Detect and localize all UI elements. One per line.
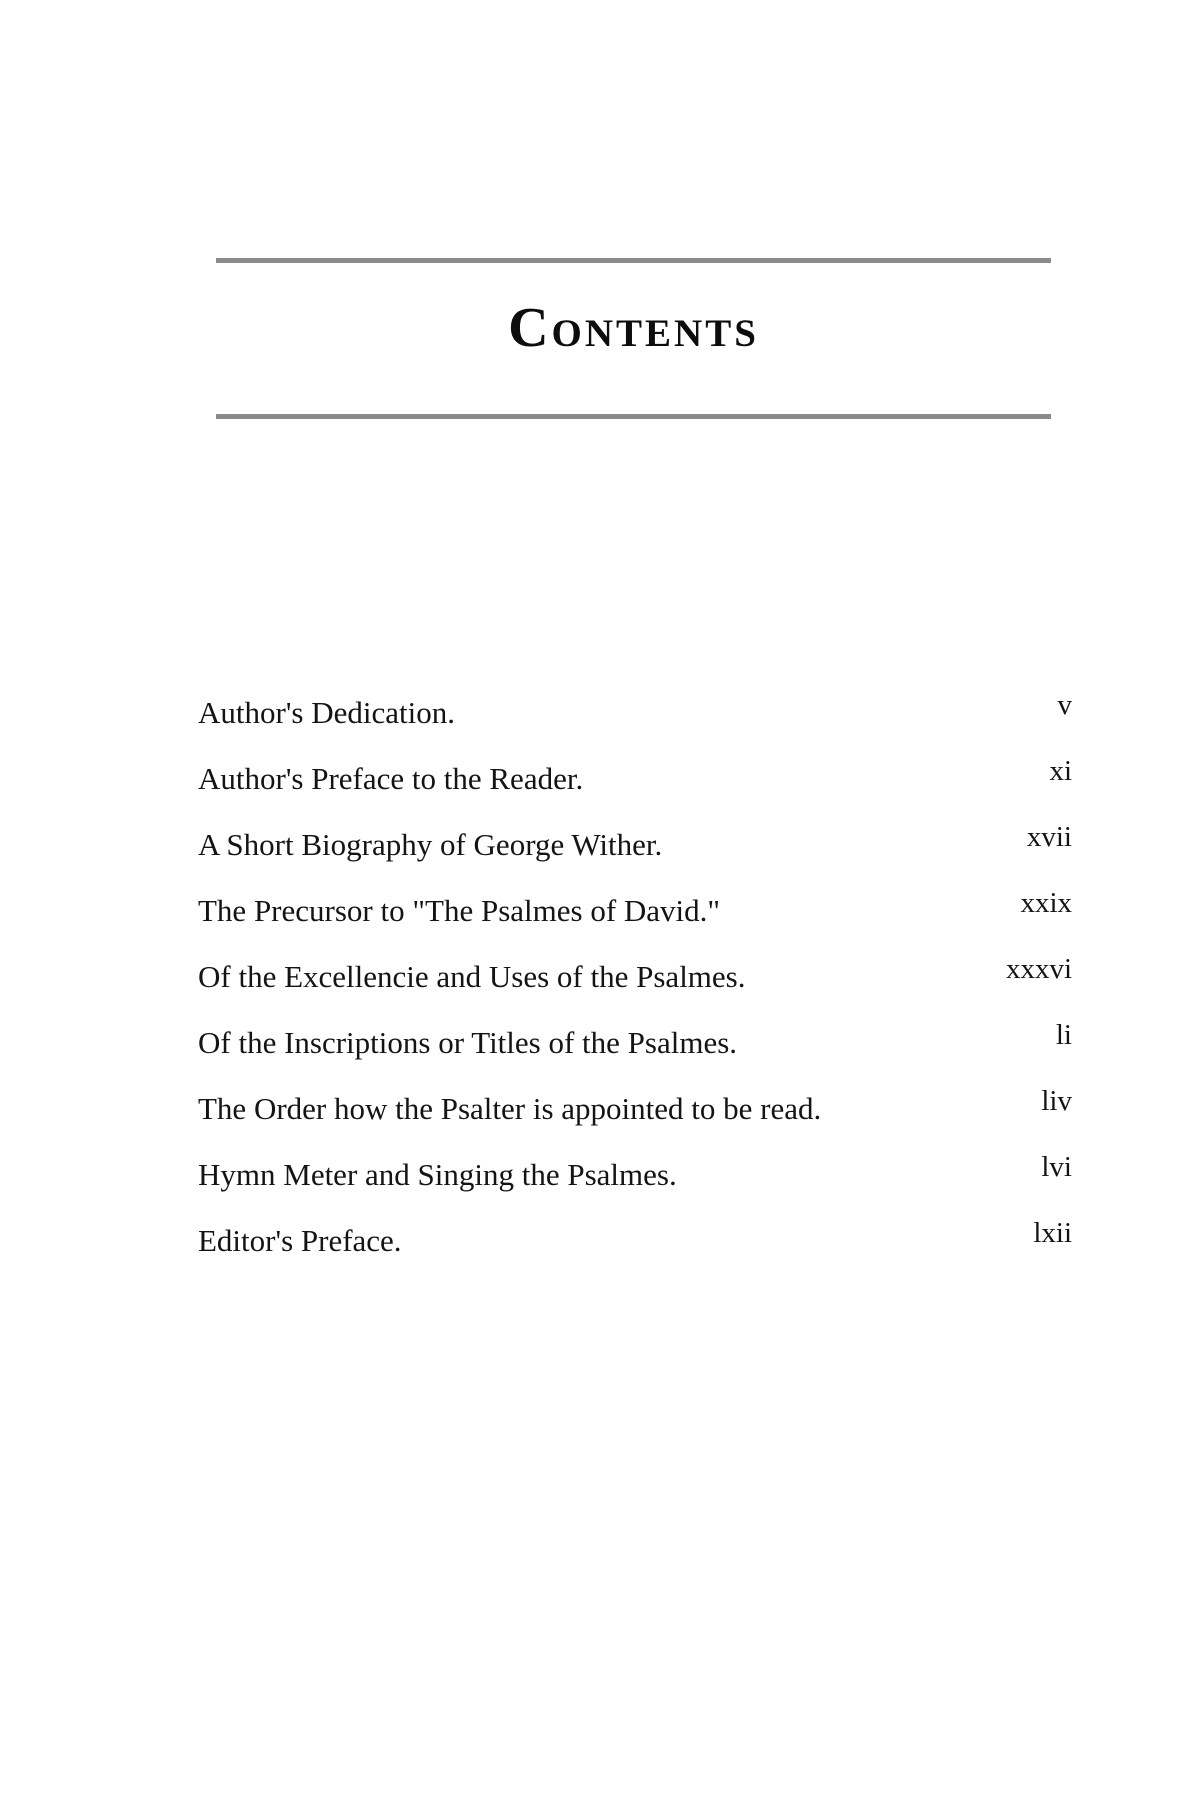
toc-entry <box>198 1216 1072 1282</box>
toc-entry <box>198 1150 1072 1216</box>
toc-entry-title: The Order how the Psalter is appointed to be read. <box>198 1091 822 1126</box>
toc-entry-title: A Short Biography of George Wither. <box>198 827 663 862</box>
toc-entry-page-number: xvii <box>1026 821 1072 853</box>
toc-entry-title: Of the Excellencie and Uses of the Psalmes. <box>198 959 746 994</box>
toc-entry-title: Author's Preface to the Reader. <box>198 761 584 796</box>
toc-entry-page-number: xxix <box>1020 887 1072 919</box>
toc-entry-page-number: lxii <box>1033 1217 1072 1249</box>
toc-entry <box>198 952 1072 1018</box>
toc-entry-page-number: xxxvi <box>1005 953 1072 985</box>
toc-entry-page-number: v <box>1057 689 1072 721</box>
toc-entry-title: Of the Inscriptions or Titles of the Psalmes. <box>198 1025 738 1060</box>
toc-entry-page-number: li <box>1055 1019 1072 1051</box>
toc-entry-title: The Precursor to "The Psalmes of David." <box>198 893 721 928</box>
toc-entry-title: Author's Dedication. <box>198 695 455 730</box>
toc-entry <box>198 1018 1072 1084</box>
toc-entry-title: Hymn Meter and Singing the Psalmes. <box>198 1157 677 1192</box>
toc-entry <box>198 886 1072 952</box>
toc-entry <box>198 688 1072 754</box>
toc-entry-page-number: liv <box>1041 1085 1072 1117</box>
toc-entry-page-number: lvi <box>1041 1151 1072 1183</box>
toc-entry <box>198 820 1072 886</box>
table-of-contents <box>198 688 1072 1282</box>
toc-entry <box>198 1084 1072 1150</box>
toc-entry-page-number: xi <box>1049 755 1072 787</box>
title-top-rule <box>216 258 1051 263</box>
toc-entry-title: Editor's Preface. <box>198 1223 402 1258</box>
toc-entry <box>198 754 1072 820</box>
page-title: Contents <box>508 297 759 359</box>
title-bottom-rule <box>216 414 1051 419</box>
